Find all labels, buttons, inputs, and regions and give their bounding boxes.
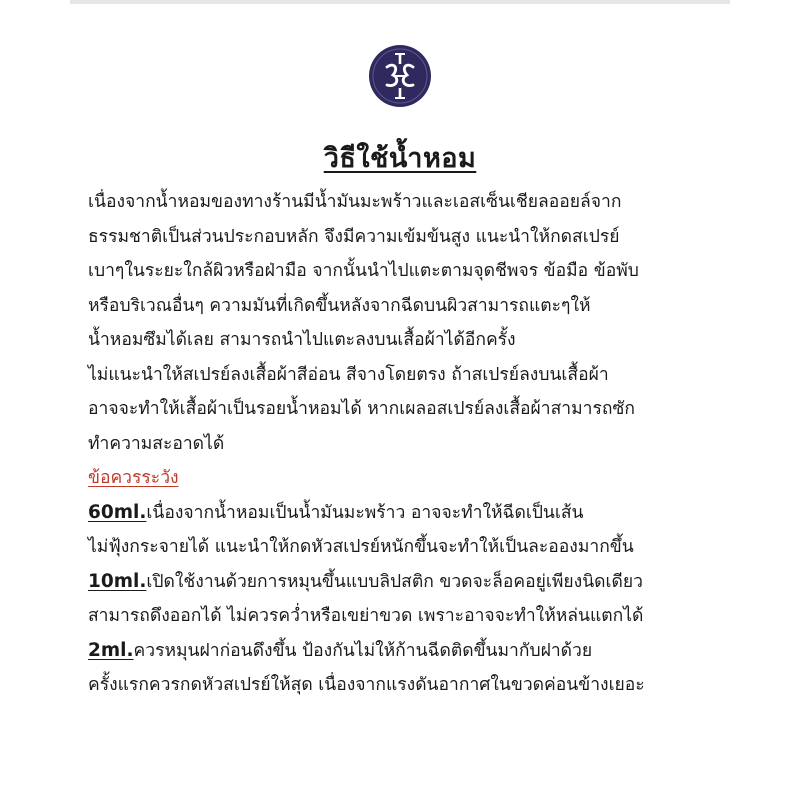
- intro-line: ทำความสะอาดได้: [88, 433, 225, 454]
- top-divider: [70, 0, 730, 4]
- warning-heading-text: ข้อควรระวัง: [88, 468, 179, 488]
- intro-line: หรือบริเวณอื่นๆ ความมันที่เกิดขึ้นหลังจากฉีดบนผิวสามารถแตะๆให้: [88, 295, 591, 316]
- size-label-60ml: 60ml.: [88, 501, 147, 523]
- size-note-continuation: สามารถดึงออกได้ ไม่ควรคว่ำหรือเขย่าขวด เพราะอาจจะทำให้หล่นแตกได้: [88, 606, 644, 626]
- intro-line: อาจจะทำให้เสื้อผ้าเป็นรอยน้ำหอมได้ หากเผลอสเปรย์ลงเสื้อผ้าสามารถซัก: [88, 399, 635, 419]
- intro-line: น้ำหอมซึมได้เลย สามารถนำไปแตะลงบนเสื้อผ้าได้อีกครั้ง: [88, 330, 516, 350]
- size-note-2ml: [88, 634, 748, 669]
- instructions-body: [88, 185, 748, 703]
- size-note-10ml: [88, 565, 748, 600]
- size-note-continuation: ไม่ฟุ้งกระจายได้ แนะนำให้กดหัวสเปรย์หนักขึ้นจะทำให้เป็นละอองมากขึ้น: [88, 537, 634, 557]
- size-note-text: ควรหมุนฝาก่อนดึงขึ้น ป้องกันไม่ให้ก้านฉีดติดขึ้นมากับฝาด้วย: [133, 640, 593, 661]
- intro-line: ไม่แนะนำให้สเปรย์ลงเสื้อผ้าสีอ่อน สีจางโดยตรง ถ้าสเปรย์ลงบนเสื้อผ้า: [88, 364, 609, 385]
- size-label-10ml: 10ml.: [88, 570, 147, 592]
- size-note-text: เปิดใช้งานด้วยการหมุนขึ้นแบบลิปสติก ขวดจะล็อคอยู่เพียงนิดเดียว: [146, 571, 643, 592]
- monogram-seal-icon: [368, 44, 432, 108]
- intro-line: เบาๆในระยะใกล้ผิวหรือฝ่ามือ จากนั้นนำไปแตะตามจุดชีพจร ข้อมือ ข้อพับ: [88, 261, 639, 281]
- size-note-text: เนื่องจากน้ำหอมเป็นน้ำมันมะพร้าว อาจจะทำให้ฉีดเป็นเส้น: [146, 502, 584, 523]
- warning-section-heading: [88, 461, 748, 496]
- size-label-2ml: 2ml.: [88, 639, 134, 661]
- size-note-60ml: [88, 496, 748, 531]
- size-note-continuation: ครั้งแรกควรกดหัวสเปรย์ให้สุด เนื่องจากแรงดันอากาศในขวดค่อนข้างเยอะ: [88, 675, 645, 695]
- page-title: วิธีใช้น้ำหอม: [323, 143, 477, 174]
- intro-line: ธรรมชาติเป็นส่วนประกอบหลัก จึงมีความเข้มข้นสูง แนะนำให้กดสเปรย์: [88, 226, 620, 247]
- intro-line: เนื่องจากน้ำหอมของทางร้านมีน้ำมันมะพร้าวและเอสเซ็นเชียลออยล์จาก: [88, 192, 622, 212]
